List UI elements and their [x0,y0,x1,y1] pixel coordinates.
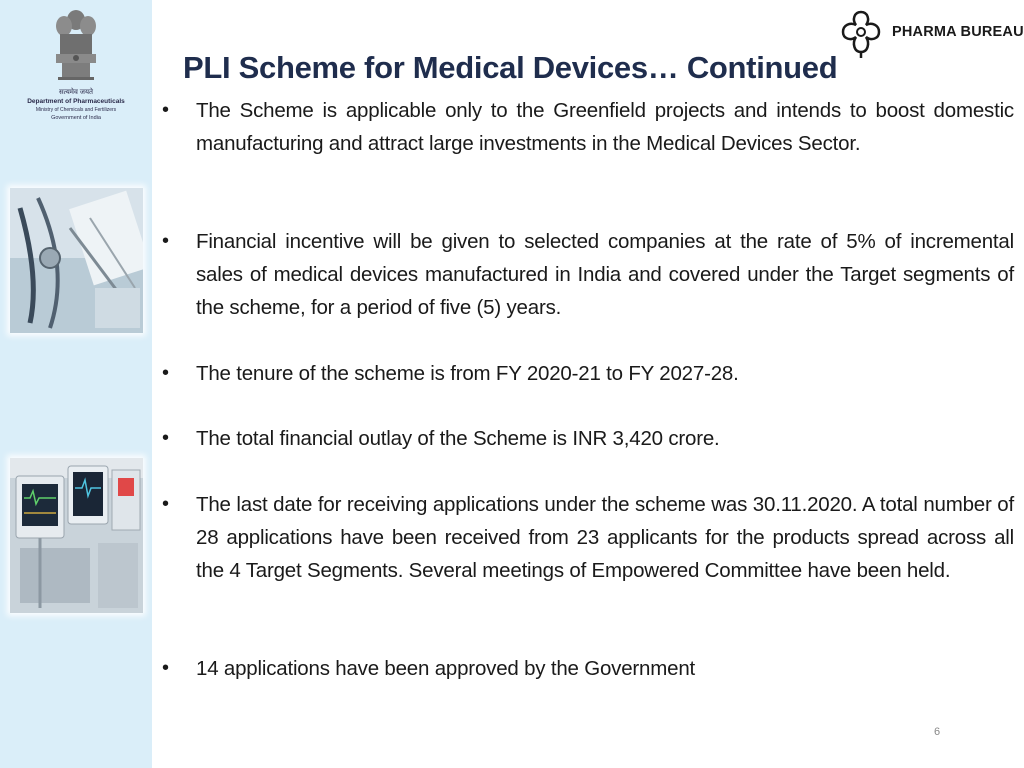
ministry-name: Ministry of Chemicals and Fertilizers [35,107,117,113]
dept-hindi-motto: सत्यमेव जयते [58,89,94,96]
patient-monitors-photo [10,458,143,613]
bullet-text: The last date for receiving applications under the scheme was 30.11.2020. A total number of 28 applications have been received from 23 applicants for the products spread across all the 4 Target Segments. Several meetings of Empowered Committee have been held. [196,493,1014,582]
bullet-marker: • [162,362,170,384]
bullet-marker: • [162,427,170,449]
bullet-marker: • [162,230,170,252]
bullet-text: The tenure of the scheme is from FY 2020-21 to FY 2027-28. [196,362,739,385]
national-emblem-icon [44,6,108,94]
bullet-text: The total financial outlay of the Scheme is INR 3,420 crore. [196,427,720,450]
department-name: Department of Pharmaceuticals [27,98,125,105]
logo-text: PHARMA BUREAU [892,24,1024,40]
sidebar [0,0,152,768]
medical-tools-photo [10,188,143,333]
bullet-marker: • [162,657,170,679]
bullet-text: The Scheme is applicable only to the Greenfield projects and intends to boost domestic manufacturing and attract large investments in the Medical Devices Sector. [196,99,1014,155]
bullet-text: 14 applications have been approved by the Government [196,657,696,680]
pharma-bureau-logo-icon [840,8,882,60]
bullet-marker: • [162,493,170,515]
bullet-text: Financial incentive will be given to selected companies at the rate of 5% of incremental sales of medical devices manufactured in India and covered under the Target segments of the scheme, for a period of five (5) years. [196,230,1014,319]
page-number: 6 [934,726,941,738]
bullet-marker: • [162,99,170,121]
slide-title: PLI Scheme for Medical Devices… Continued [183,50,838,85]
government-name: Government of India [51,115,101,121]
